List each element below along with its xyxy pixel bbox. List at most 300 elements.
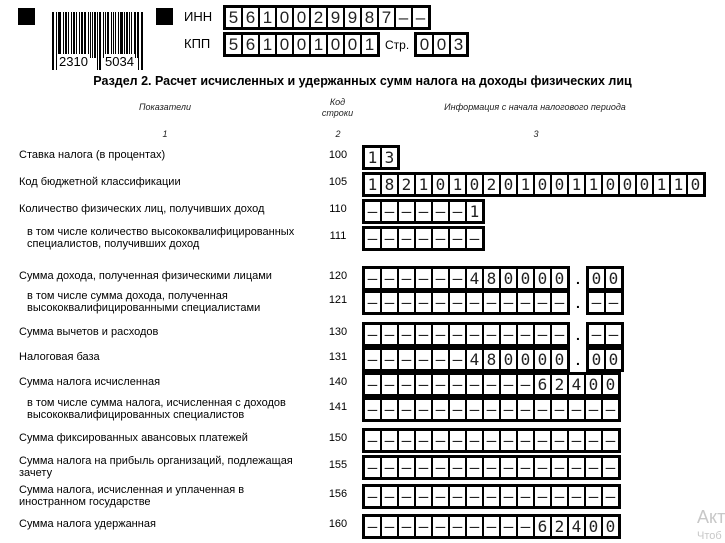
barcode-bar xyxy=(115,12,117,58)
digit-cell[interactable]: 6 xyxy=(243,8,258,27)
digit-cell[interactable]: – xyxy=(433,229,448,248)
row-111-label-line1: в том числе количество высококвалифицированных xyxy=(27,226,295,238)
digit-cell[interactable]: – xyxy=(416,458,431,477)
digit-cell[interactable]: – xyxy=(399,375,414,394)
barcode-bar xyxy=(71,12,72,58)
digit-cell[interactable]: 2 xyxy=(552,375,567,394)
digit-cell[interactable]: 0 xyxy=(467,175,482,194)
digit-cell[interactable]: – xyxy=(450,458,465,477)
digit-cell[interactable]: – xyxy=(433,202,448,221)
digit-cell[interactable]: – xyxy=(382,375,397,394)
digit-cell[interactable]: 0 xyxy=(637,175,652,194)
digit-cell[interactable]: – xyxy=(399,517,414,536)
row-121-label-line1: в том числе сумма дохода, полученная xyxy=(27,290,228,302)
digit-cell[interactable]: – xyxy=(467,431,482,450)
digit-cell[interactable]: – xyxy=(501,325,516,344)
row-141-code: 141 xyxy=(328,401,348,413)
page-number-field[interactable] xyxy=(414,32,469,57)
digit-cell[interactable]: 0 xyxy=(417,35,432,54)
digit-cell[interactable]: 1 xyxy=(311,35,326,54)
alignment-marker-right xyxy=(156,8,173,25)
digit-cell[interactable]: – xyxy=(416,487,431,506)
kpp-label: КПП xyxy=(184,36,211,51)
digit-cell[interactable]: – xyxy=(416,431,431,450)
digit-cell[interactable]: – xyxy=(484,325,499,344)
digit-cell[interactable]: 1 xyxy=(467,202,482,221)
row-140-code: 140 xyxy=(328,376,348,388)
digit-cell[interactable]: – xyxy=(399,325,414,344)
row-131-value-field[interactable] xyxy=(362,347,570,372)
digit-cell[interactable]: – xyxy=(382,458,397,477)
row-120-decimal-point: . xyxy=(576,271,580,287)
digit-cell[interactable]: – xyxy=(518,400,533,419)
digit-cell[interactable]: 0 xyxy=(501,350,516,369)
row-156-code: 156 xyxy=(328,488,348,500)
barcode-bar xyxy=(141,12,143,70)
digit-cell[interactable]: 0 xyxy=(345,35,360,54)
barcode-bar xyxy=(88,12,89,58)
digit-cell[interactable]: – xyxy=(433,487,448,506)
digit-cell[interactable]: – xyxy=(484,431,499,450)
digit-cell[interactable]: – xyxy=(589,293,604,312)
digit-cell[interactable]: 1 xyxy=(365,175,380,194)
digit-cell[interactable]: 4 xyxy=(467,269,482,288)
row-105-code: 105 xyxy=(328,176,348,188)
digit-cell[interactable]: – xyxy=(467,229,482,248)
digit-cell[interactable]: – xyxy=(433,293,448,312)
digit-cell[interactable]: 1 xyxy=(365,148,380,167)
digit-cell[interactable]: – xyxy=(518,517,533,536)
digit-cell[interactable]: – xyxy=(416,325,431,344)
digit-cell[interactable]: – xyxy=(433,431,448,450)
digit-cell[interactable]: – xyxy=(467,400,482,419)
barcode-bar xyxy=(63,12,64,58)
digit-cell[interactable]: 8 xyxy=(484,350,499,369)
col3-header: Информация с начала налогового периода xyxy=(444,102,626,112)
digit-cell[interactable]: – xyxy=(399,293,414,312)
barcode-bar xyxy=(52,12,54,70)
digit-cell[interactable]: – xyxy=(450,202,465,221)
digit-cell[interactable]: – xyxy=(365,293,380,312)
digit-cell[interactable]: – xyxy=(416,293,431,312)
digit-cell[interactable]: – xyxy=(586,400,601,419)
digit-cell[interactable]: 9 xyxy=(345,8,360,27)
row-140-value-field[interactable] xyxy=(362,372,621,397)
digit-cell[interactable]: – xyxy=(365,269,380,288)
digit-cell[interactable]: – xyxy=(569,458,584,477)
row-156-value-field[interactable] xyxy=(362,484,621,509)
digit-cell[interactable]: 0 xyxy=(277,35,292,54)
digit-cell[interactable]: – xyxy=(416,517,431,536)
row-155-label-line2: зачету xyxy=(19,467,53,479)
row-111-value-field[interactable] xyxy=(362,226,485,251)
digit-cell[interactable]: – xyxy=(535,325,550,344)
row-140-label: Сумма налога исчисленная xyxy=(19,376,161,388)
digit-cell[interactable]: – xyxy=(396,8,411,27)
digit-cell[interactable]: – xyxy=(484,517,499,536)
row-155-code: 155 xyxy=(328,459,348,471)
row-120-kopecks-field[interactable] xyxy=(586,266,624,291)
kpp-field[interactable] xyxy=(223,32,380,57)
digit-cell[interactable]: – xyxy=(416,269,431,288)
digit-cell[interactable]: – xyxy=(552,487,567,506)
barcode-bar xyxy=(105,12,106,58)
digit-cell[interactable]: – xyxy=(518,325,533,344)
digit-cell[interactable]: – xyxy=(603,487,618,506)
digit-cell[interactable]: 1 xyxy=(586,175,601,194)
digit-cell[interactable]: – xyxy=(518,431,533,450)
row-141-label-line1: в том числе сумма налога, исчисленная с доходов xyxy=(27,397,286,409)
digit-cell[interactable]: – xyxy=(535,487,550,506)
row-150-code: 150 xyxy=(328,432,348,444)
row-156-label-line2: иностранном государстве xyxy=(19,496,151,508)
row-156-label-line1: Сумма налога, исчисленная и уплаченная в xyxy=(19,484,245,496)
digit-cell[interactable]: – xyxy=(433,375,448,394)
digit-cell[interactable]: – xyxy=(450,229,465,248)
digit-cell[interactable]: – xyxy=(365,458,380,477)
page-label: Стр. xyxy=(385,38,410,52)
row-121-value-field[interactable] xyxy=(362,290,570,315)
col2-header-line2: строки xyxy=(321,108,354,118)
digit-cell[interactable]: 0 xyxy=(328,35,343,54)
digit-cell[interactable]: 0 xyxy=(586,375,601,394)
digit-cell[interactable]: – xyxy=(382,350,397,369)
digit-cell[interactable]: – xyxy=(535,293,550,312)
digit-cell[interactable]: – xyxy=(399,202,414,221)
inn-field[interactable] xyxy=(223,5,431,30)
digit-cell[interactable]: – xyxy=(484,458,499,477)
digit-cell[interactable]: – xyxy=(399,350,414,369)
digit-cell[interactable]: – xyxy=(501,517,516,536)
row-130-value-field[interactable] xyxy=(362,322,570,347)
digit-cell[interactable]: 0 xyxy=(620,175,635,194)
digit-cell[interactable]: 0 xyxy=(294,35,309,54)
digit-cell[interactable]: – xyxy=(552,325,567,344)
activation-watermark-text: Чтоб xyxy=(697,530,722,542)
digit-cell[interactable]: 0 xyxy=(589,350,604,369)
digit-cell[interactable]: 8 xyxy=(484,269,499,288)
col2-header-line1: Код xyxy=(329,97,346,107)
digit-cell[interactable]: 0 xyxy=(535,350,550,369)
digit-cell[interactable]: 0 xyxy=(434,35,449,54)
digit-cell[interactable]: 4 xyxy=(569,517,584,536)
digit-cell[interactable]: – xyxy=(467,325,482,344)
digit-cell[interactable]: 7 xyxy=(379,8,394,27)
digit-cell[interactable]: – xyxy=(399,400,414,419)
digit-cell[interactable]: 0 xyxy=(518,350,533,369)
digit-cell[interactable]: – xyxy=(365,350,380,369)
digit-cell[interactable]: – xyxy=(569,487,584,506)
digit-cell[interactable]: – xyxy=(399,431,414,450)
digit-cell[interactable]: – xyxy=(416,350,431,369)
digit-cell[interactable]: – xyxy=(501,431,516,450)
digit-cell[interactable]: – xyxy=(467,293,482,312)
digit-cell[interactable]: 1 xyxy=(260,35,275,54)
digit-cell[interactable]: – xyxy=(416,400,431,419)
digit-cell[interactable]: – xyxy=(603,431,618,450)
row-131-kopecks-field[interactable] xyxy=(586,347,624,372)
barcode-bar xyxy=(81,12,84,58)
digit-cell[interactable]: – xyxy=(382,487,397,506)
digit-cell[interactable]: 0 xyxy=(688,175,703,194)
digit-cell[interactable]: – xyxy=(467,375,482,394)
digit-cell[interactable]: – xyxy=(535,400,550,419)
barcode-bar xyxy=(58,12,59,58)
digit-cell[interactable]: 2 xyxy=(399,175,414,194)
digit-cell[interactable]: – xyxy=(399,487,414,506)
digit-cell[interactable]: 6 xyxy=(535,517,550,536)
barcode-bar xyxy=(138,12,139,70)
digit-cell[interactable]: – xyxy=(365,487,380,506)
digit-cell[interactable]: – xyxy=(433,400,448,419)
digit-cell[interactable]: – xyxy=(518,293,533,312)
digit-cell[interactable]: 0 xyxy=(603,375,618,394)
digit-cell[interactable]: – xyxy=(433,517,448,536)
barcode-bar xyxy=(76,12,77,58)
digit-cell[interactable]: 0 xyxy=(433,175,448,194)
barcode-bar xyxy=(131,12,132,58)
row-111-code: 111 xyxy=(329,230,347,242)
digit-cell[interactable]: – xyxy=(382,229,397,248)
digit-cell[interactable]: – xyxy=(518,458,533,477)
digit-cell[interactable]: – xyxy=(365,517,380,536)
digit-cell[interactable]: – xyxy=(450,293,465,312)
digit-cell[interactable]: – xyxy=(382,400,397,419)
row-155-value-field[interactable] xyxy=(362,455,621,480)
digit-cell[interactable]: – xyxy=(399,458,414,477)
digit-cell[interactable]: 3 xyxy=(382,148,397,167)
digit-cell[interactable]: – xyxy=(467,517,482,536)
digit-cell[interactable]: – xyxy=(382,325,397,344)
row-110-label: Количество физических лиц, получивших доход xyxy=(19,203,265,215)
row-105-value-field[interactable] xyxy=(362,172,706,197)
digit-cell[interactable]: – xyxy=(382,517,397,536)
digit-cell[interactable]: – xyxy=(552,293,567,312)
digit-cell[interactable]: – xyxy=(450,269,465,288)
barcode-bar xyxy=(68,12,69,58)
digit-cell[interactable]: – xyxy=(365,375,380,394)
digit-cell[interactable]: – xyxy=(433,458,448,477)
digit-cell[interactable]: – xyxy=(450,375,465,394)
digit-cell[interactable]: – xyxy=(484,375,499,394)
digit-cell[interactable]: 2 xyxy=(311,8,326,27)
activation-watermark-title: Акт xyxy=(697,507,725,527)
digit-cell[interactable]: – xyxy=(501,375,516,394)
digit-cell[interactable]: – xyxy=(603,400,618,419)
digit-cell[interactable]: 0 xyxy=(552,350,567,369)
barcode-bar xyxy=(134,12,136,58)
digit-cell[interactable]: – xyxy=(450,400,465,419)
digit-cell[interactable]: – xyxy=(413,8,428,27)
barcode-bar xyxy=(111,12,112,58)
digit-cell[interactable]: – xyxy=(569,400,584,419)
digit-cell[interactable]: 0 xyxy=(606,269,621,288)
row-131-code: 131 xyxy=(328,351,348,363)
barcode-bar xyxy=(113,12,114,58)
digit-cell[interactable]: 1 xyxy=(569,175,584,194)
digit-cell[interactable]: – xyxy=(365,229,380,248)
row-121-label-line2: высококвалифицированными специалистами xyxy=(27,302,261,314)
digit-cell[interactable]: 1 xyxy=(654,175,669,194)
digit-cell[interactable]: – xyxy=(416,375,431,394)
barcode-bar xyxy=(120,12,123,58)
digit-cell[interactable]: – xyxy=(382,202,397,221)
digit-cell[interactable]: 1 xyxy=(416,175,431,194)
digit-cell[interactable]: – xyxy=(450,325,465,344)
digit-cell[interactable]: 0 xyxy=(277,8,292,27)
digit-cell[interactable]: – xyxy=(382,431,397,450)
digit-cell[interactable]: 1 xyxy=(362,35,377,54)
digit-cell[interactable]: – xyxy=(365,325,380,344)
row-121-decimal-point: . xyxy=(576,295,580,311)
barcode-bar xyxy=(59,12,61,58)
digit-cell[interactable]: – xyxy=(589,325,604,344)
digit-cell[interactable]: 0 xyxy=(603,175,618,194)
inn-label: ИНН xyxy=(184,9,213,24)
barcode-bar xyxy=(124,12,125,58)
digit-cell[interactable]: 8 xyxy=(382,175,397,194)
digit-cell[interactable]: 6 xyxy=(243,35,258,54)
row-160-code: 160 xyxy=(328,518,348,530)
digit-cell[interactable]: – xyxy=(518,487,533,506)
barcode-bar xyxy=(137,12,138,58)
digit-cell[interactable]: 0 xyxy=(501,269,516,288)
digit-cell[interactable]: – xyxy=(399,229,414,248)
barcode-bar xyxy=(97,12,98,70)
barcode-bar xyxy=(94,12,96,58)
digit-cell[interactable]: – xyxy=(450,350,465,369)
row-121-kopecks-field[interactable] xyxy=(586,290,624,315)
row-150-label: Сумма фиксированных авансовых платежей xyxy=(19,432,248,444)
barcode-bar xyxy=(118,12,119,58)
digit-cell[interactable]: 6 xyxy=(535,375,550,394)
digit-cell[interactable]: 9 xyxy=(328,8,343,27)
digit-cell[interactable]: 3 xyxy=(451,35,466,54)
barcode-bar xyxy=(65,12,68,58)
digit-cell[interactable]: 4 xyxy=(569,375,584,394)
barcode-bar xyxy=(92,12,93,58)
digit-cell[interactable]: – xyxy=(484,487,499,506)
digit-cell[interactable]: 0 xyxy=(294,8,309,27)
digit-cell[interactable]: – xyxy=(382,293,397,312)
digit-cell[interactable]: 0 xyxy=(603,517,618,536)
col3-number: 3 xyxy=(533,129,539,139)
digit-cell[interactable]: – xyxy=(365,202,380,221)
digit-cell[interactable]: – xyxy=(365,400,380,419)
digit-cell[interactable]: 4 xyxy=(467,350,482,369)
digit-cell[interactable]: 0 xyxy=(606,350,621,369)
digit-cell[interactable]: – xyxy=(433,269,448,288)
alignment-marker-left xyxy=(18,8,35,25)
digit-cell[interactable]: 2 xyxy=(552,517,567,536)
digit-cell[interactable]: – xyxy=(586,458,601,477)
digit-cell[interactable]: 8 xyxy=(362,8,377,27)
digit-cell[interactable]: – xyxy=(552,400,567,419)
digit-cell[interactable]: – xyxy=(586,487,601,506)
digit-cell[interactable]: 0 xyxy=(586,517,601,536)
digit-cell[interactable]: – xyxy=(382,269,397,288)
digit-cell[interactable]: 0 xyxy=(501,175,516,194)
row-131-label: Налоговая база xyxy=(19,351,100,363)
digit-cell[interactable]: – xyxy=(603,458,618,477)
barcode-bar xyxy=(79,12,80,58)
row-120-value-field[interactable] xyxy=(362,266,570,291)
digit-cell[interactable]: 2 xyxy=(484,175,499,194)
row-120-label: Сумма дохода, полученная физическими лицами xyxy=(19,270,272,282)
row-150-value-field[interactable] xyxy=(362,428,621,453)
digit-cell[interactable]: – xyxy=(467,487,482,506)
barcode xyxy=(52,12,144,70)
digit-cell[interactable]: – xyxy=(518,375,533,394)
digit-cell[interactable]: – xyxy=(450,431,465,450)
digit-cell[interactable]: 0 xyxy=(535,269,550,288)
row-120-code: 120 xyxy=(328,270,348,282)
digit-cell[interactable]: – xyxy=(552,431,567,450)
digit-cell[interactable]: 1 xyxy=(450,175,465,194)
row-121-code: 121 xyxy=(328,294,348,306)
digit-cell[interactable]: 5 xyxy=(226,35,241,54)
barcode-bar xyxy=(103,12,104,58)
digit-cell[interactable]: – xyxy=(450,487,465,506)
digit-cell[interactable]: – xyxy=(484,293,499,312)
digit-cell[interactable]: – xyxy=(606,293,621,312)
digit-cell[interactable]: 0 xyxy=(552,269,567,288)
digit-cell[interactable]: 1 xyxy=(671,175,686,194)
row-100-value-field[interactable] xyxy=(362,145,400,170)
digit-cell[interactable]: – xyxy=(501,458,516,477)
digit-cell[interactable]: – xyxy=(365,431,380,450)
digit-cell[interactable]: – xyxy=(569,431,584,450)
digit-cell[interactable]: 1 xyxy=(518,175,533,194)
digit-cell[interactable]: – xyxy=(416,202,431,221)
digit-cell[interactable]: 0 xyxy=(552,175,567,194)
digit-cell[interactable]: – xyxy=(552,458,567,477)
digit-cell[interactable]: – xyxy=(484,400,499,419)
row-110-code: 110 xyxy=(329,203,347,215)
row-141-label-line2: высококвалифицированных специалистов xyxy=(27,409,245,421)
digit-cell[interactable]: – xyxy=(416,229,431,248)
row-105-label: Код бюджетной классификации xyxy=(19,176,181,188)
digit-cell[interactable]: 0 xyxy=(589,269,604,288)
barcode-number-left: 2310 xyxy=(59,54,88,69)
digit-cell[interactable]: – xyxy=(433,325,448,344)
digit-cell[interactable]: – xyxy=(450,517,465,536)
row-110-value-field[interactable] xyxy=(362,199,485,224)
digit-cell[interactable]: – xyxy=(535,458,550,477)
digit-cell[interactable]: – xyxy=(586,431,601,450)
section-title: Раздел 2. Расчет исчисленных и удержанных сумм налога на доходы физических лиц xyxy=(93,74,632,88)
row-130-decimal-point: . xyxy=(576,327,580,343)
row-155-label-line1: Сумма налога на прибыль организаций, подлежащая xyxy=(19,455,293,467)
digit-cell[interactable]: 0 xyxy=(518,269,533,288)
digit-cell[interactable]: – xyxy=(501,293,516,312)
digit-cell[interactable]: 0 xyxy=(535,175,550,194)
digit-cell[interactable]: – xyxy=(606,325,621,344)
row-141-value-field[interactable] xyxy=(362,397,621,422)
digit-cell[interactable]: – xyxy=(467,458,482,477)
digit-cell[interactable]: – xyxy=(399,269,414,288)
digit-cell[interactable]: 5 xyxy=(226,8,241,27)
row-160-value-field[interactable] xyxy=(362,514,621,539)
row-130-kopecks-field[interactable] xyxy=(586,322,624,347)
digit-cell[interactable]: – xyxy=(501,400,516,419)
digit-cell[interactable]: – xyxy=(501,487,516,506)
digit-cell[interactable]: 1 xyxy=(260,8,275,27)
digit-cell[interactable]: – xyxy=(433,350,448,369)
barcode-bar xyxy=(129,12,130,58)
digit-cell[interactable]: – xyxy=(535,431,550,450)
barcode-bar xyxy=(99,12,102,70)
